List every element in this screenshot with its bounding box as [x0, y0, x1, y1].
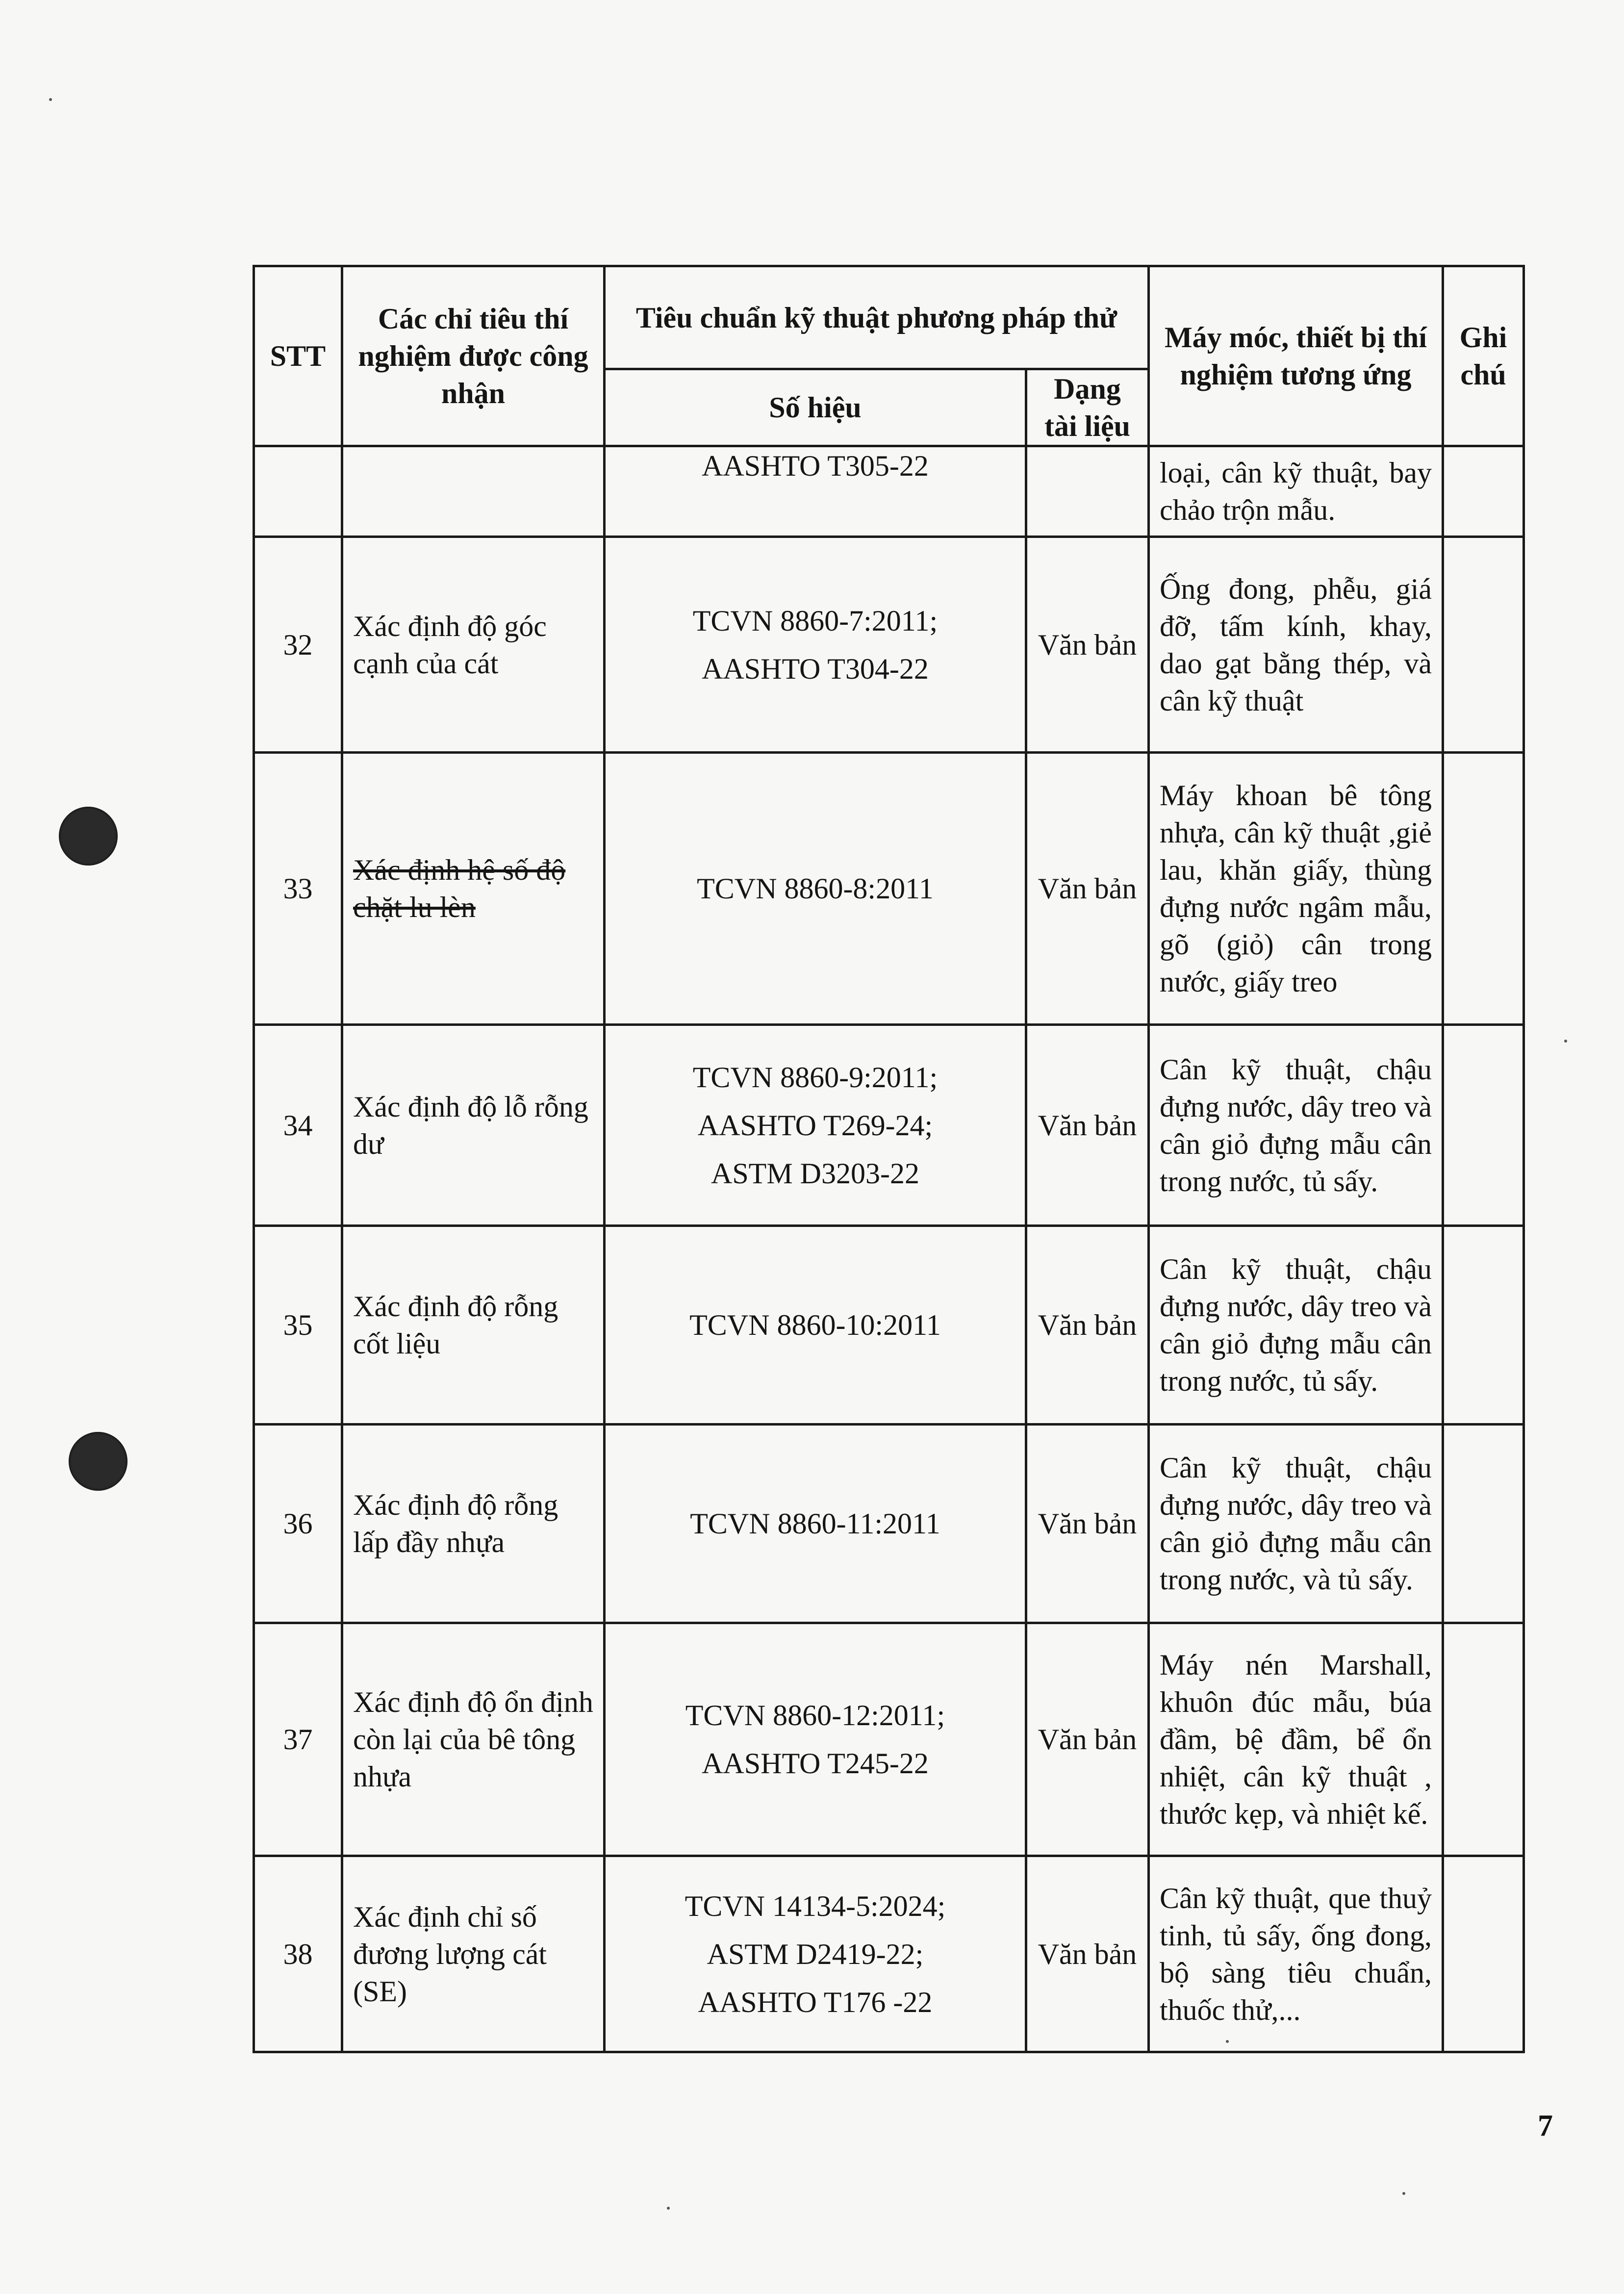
row-equipment: Cân kỹ thuật, chậu đựng nước, dây treo và cân giỏ đựng mẫu cân trong nước, tủ sấy.: [1149, 1025, 1443, 1226]
row-codes: [605, 1623, 1026, 1856]
row-equipment: Cân kỹ thuật, chậu đựng nước, dây treo và cân giỏ đựng mẫu cân trong nước, và tủ sấy.: [1149, 1425, 1443, 1623]
row-equipment: Máy khoan bê tông nhựa, cân kỹ thuật ,giẻ lau, khăn giấy, thùng đựng nước ngâm mẫu, gõ (giỏ) cân trong nước, giấy treo: [1149, 753, 1443, 1025]
row-code: ASTM D2419-22;: [707, 1937, 924, 1970]
row-stt: 38: [254, 1856, 342, 2052]
row-code: AASHTO T304-22: [702, 652, 929, 685]
row-code: TCVN 8860-8:2011: [697, 872, 934, 905]
scan-speck: [1564, 1040, 1567, 1043]
header-doc-type: Dạng tài liệu: [1026, 369, 1149, 446]
row-note: [1443, 1856, 1524, 2052]
row-criteria: Xác định hệ số độ chặt lu lèn: [342, 753, 605, 1025]
row-criteria: Xác định độ rỗng lấp đầy nhựa: [342, 1425, 605, 1623]
scan-speck: [667, 2207, 670, 2210]
row-stt: 33: [254, 753, 342, 1025]
scan-speck: [49, 98, 52, 101]
row-stt: 37: [254, 1623, 342, 1856]
header-stt: STT: [254, 266, 342, 446]
row-doc-type: Văn bản: [1026, 1226, 1149, 1425]
row-doc-type: Văn bản: [1026, 1425, 1149, 1623]
row-doc-type: Văn bản: [1026, 1623, 1149, 1856]
table-row: [254, 537, 1524, 753]
row-code: ASTM D3203-22: [710, 1157, 919, 1190]
table-row: [254, 1425, 1524, 1623]
row-stt: 35: [254, 1226, 342, 1425]
header-equipment: Máy móc, thiết bị thí nghiệm tương ứng: [1149, 266, 1443, 446]
header-standard: Tiêu chuẩn kỹ thuật phương pháp thử: [605, 266, 1149, 369]
row-code: TCVN 8860-12:2011;: [685, 1699, 945, 1732]
row-doc-type: Văn bản: [1026, 537, 1149, 753]
row-note: [1443, 1226, 1524, 1425]
row-codes: [605, 1025, 1026, 1226]
row-note: [1443, 753, 1524, 1025]
punch-hole: [69, 1432, 127, 1491]
header-note: Ghi chú: [1443, 266, 1524, 446]
row-stt: 32: [254, 537, 342, 753]
table-row: [254, 1623, 1524, 1856]
table-header-row: [254, 266, 1524, 369]
row-code: AASHTO T269-24;: [697, 1109, 933, 1142]
row-stt: [254, 446, 342, 537]
row-stt: 34: [254, 1025, 342, 1226]
row-note: [1443, 1025, 1524, 1226]
row-codes: [605, 446, 1026, 537]
table-row: [254, 753, 1524, 1025]
row-code: TCVN 14134-5:2024;: [685, 1889, 946, 1922]
accreditation-table: [253, 265, 1525, 2053]
header-criteria: Các chỉ tiêu thí nghiệm được công nhận: [342, 266, 605, 446]
row-codes: [605, 1226, 1026, 1425]
row-doc-type: Văn bản: [1026, 1025, 1149, 1226]
row-doc-type: Văn bản: [1026, 753, 1149, 1025]
row-code: AASHTO T176 -22: [698, 1986, 933, 2018]
row-note: [1443, 537, 1524, 753]
row-equipment: Máy nén Marshall, khuôn đúc mẫu, búa đầm, bệ đầm, bể ổn nhiệt, cân kỹ thuật , thước kẹp, và nhiệt kế.: [1149, 1623, 1443, 1856]
row-code: TCVN 8860-10:2011: [689, 1309, 941, 1341]
row-code: TCVN 8860-7:2011;: [692, 604, 938, 637]
row-equipment: Ống đong, phễu, giá đỡ, tấm kính, khay, dao gạt bằng thép, và cân kỹ thuật: [1149, 537, 1443, 753]
row-criteria: Xác định độ góc cạnh của cát: [342, 537, 605, 753]
row-equipment: Cân kỹ thuật, que thuỷ tinh, tủ sấy, ống đong, bộ sàng tiêu chuẩn, thuốc thử,...: [1149, 1856, 1443, 2052]
row-codes: [605, 753, 1026, 1025]
row-criteria: Xác định độ lỗ rỗng dư: [342, 1025, 605, 1226]
row-note: [1443, 446, 1524, 537]
row-note: [1443, 1425, 1524, 1623]
table-row: [254, 446, 1524, 537]
row-code: TCVN 8860-9:2011;: [692, 1061, 938, 1094]
table-row: [254, 1856, 1524, 2052]
row-code: AASHTO T305-22: [702, 450, 929, 482]
row-codes: [605, 1425, 1026, 1623]
row-doc-type: Văn bản: [1026, 1856, 1149, 2052]
row-code: TCVN 8860-11:2011: [690, 1507, 940, 1540]
scan-speck: [1402, 2192, 1405, 2195]
row-criteria: Xác định độ ổn định còn lại của bê tông nhựa: [342, 1623, 605, 1856]
row-equipment: Cân kỹ thuật, chậu đựng nước, dây treo và cân giỏ đựng mẫu cân trong nước, tủ sấy.: [1149, 1226, 1443, 1425]
row-codes: [605, 537, 1026, 753]
row-stt: 36: [254, 1425, 342, 1623]
row-criteria: Xác định độ rỗng cốt liệu: [342, 1226, 605, 1425]
row-criteria: [342, 446, 605, 537]
row-criteria: Xác định chỉ số đương lượng cát (SE): [342, 1856, 605, 2052]
punch-hole: [59, 807, 118, 866]
row-code: AASHTO T245-22: [702, 1747, 929, 1780]
table-row: [254, 1025, 1524, 1226]
header-code: Số hiệu: [605, 369, 1026, 446]
row-codes: [605, 1856, 1026, 2052]
page-number: 7: [1538, 2109, 1553, 2142]
table-row: [254, 1226, 1524, 1425]
row-equipment: loại, cân kỹ thuật, bay chảo trộn mẫu.: [1149, 446, 1443, 537]
row-note: [1443, 1623, 1524, 1856]
row-doc-type: [1026, 446, 1149, 537]
